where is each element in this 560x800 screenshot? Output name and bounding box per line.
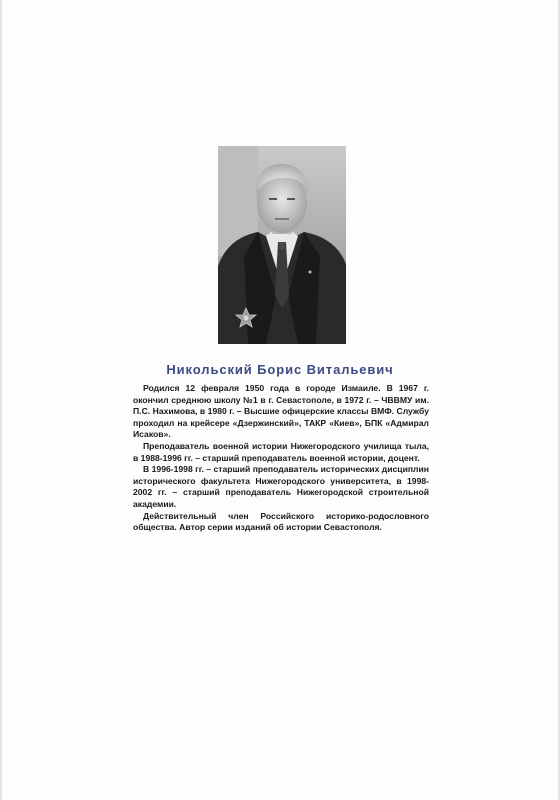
person-name-heading: Никольский Борис Витальевич [166,362,394,377]
bio-paragraph: Преподаватель военной истории Нижегородского училища тыла, в 1988-1996 гг. – старший преподаватель военной истории, доцент. [133,440,429,463]
bio-paragraph: Действительный член Российского историко-родословного общества. Автор серии изданий об истории Севастополя. [133,510,429,533]
bio-paragraph: В 1996-1998 гг. – старший преподаватель исторических дисциплин исторического факультета Нижегородского университета, в 1998-2002 гг. – старший преподаватель Нижегородской строительной академии. [133,464,429,509]
bio-paragraph: Родился 12 февраля 1950 года в городе Измаиле. В 1967 г. окончил среднюю школу №1 в г. Севастополе, в 1972 г. – ЧВВМУ им. П.С. Нахимова, в 1980 г. – Высшие офицерские классы ВМФ. Службу проходил на крейсере «Дзержинский», ТАКР «Киев», БПК «Адмирал Исаков». [133,383,429,440]
biography-text [133,383,429,534]
portrait-photo [218,146,346,344]
scan-edge-left [0,0,2,800]
